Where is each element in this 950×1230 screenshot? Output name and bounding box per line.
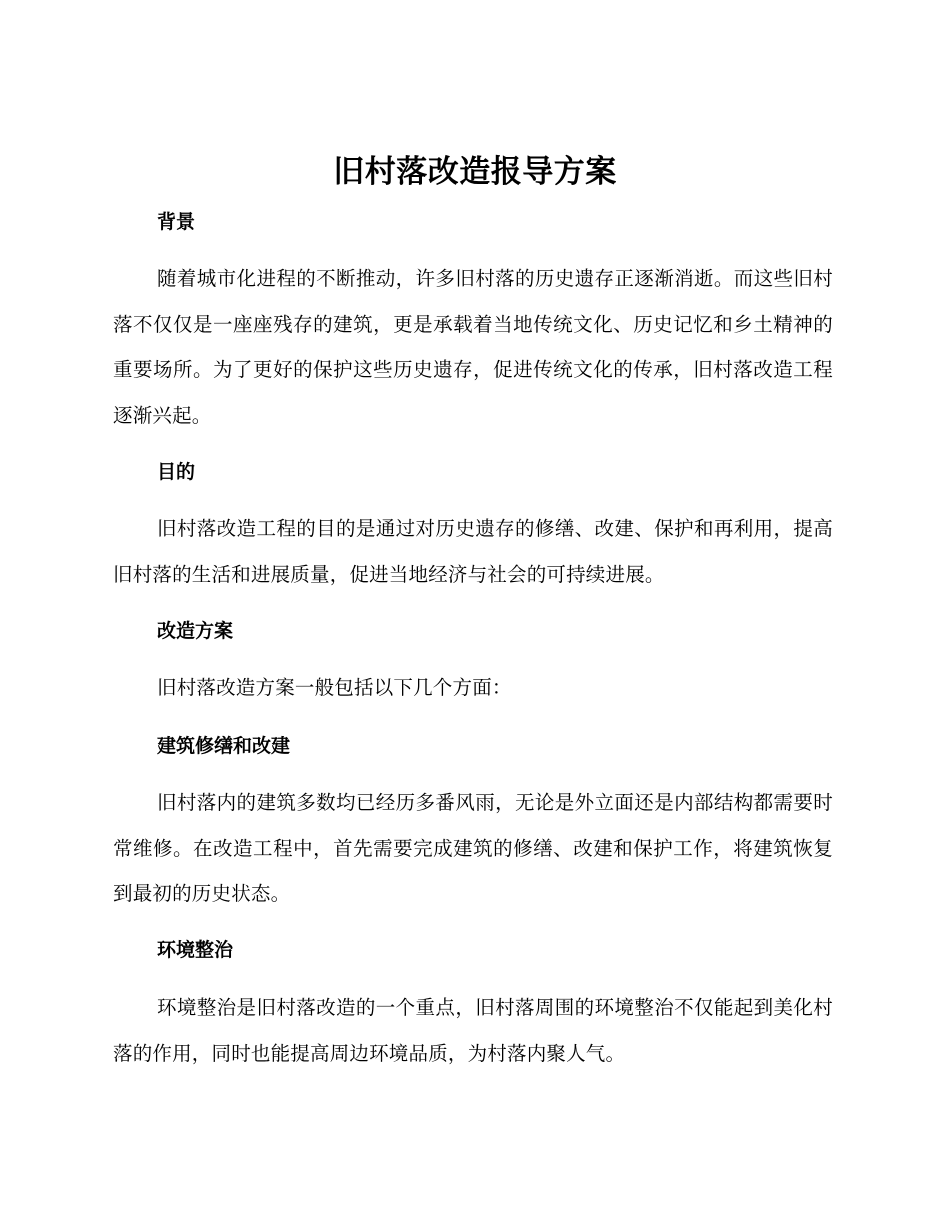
section-heading-background: 背景	[157, 211, 196, 233]
section-text-building: 旧村落内的建筑多数均已经历多番风雨，无论是外立面还是内部结构都需要时常维修。在改造工程中，首先需要完成建筑的修缮、改建和保护工作，将建筑恢复到最初的历史状态。	[113, 791, 833, 905]
section-text-background: 随着城市化进程的不断推动，许多旧村落的历史遗存正逐渐消逝。而这些旧村落不仅仅是一座座残存的建筑，更是承载着当地传统文化、历史记忆和乡土精神的重要场所。为了更好的保护这些历史遗存，促进传统文化的传承，旧村落改造工程逐渐兴起。	[113, 267, 833, 427]
section-heading-purpose: 目的	[157, 461, 196, 483]
document-title: 旧村落改造报导方案	[333, 154, 617, 190]
section-heading-building: 建筑修缮和改建	[157, 735, 291, 757]
section-heading-environment: 环境整治	[157, 939, 234, 961]
section-heading-plan: 改造方案	[157, 620, 234, 642]
section-text-environment: 环境整治是旧村落改造的一个重点，旧村落周围的环境整治不仅能起到美化村落的作用，同时也能提高周边环境品质，为村落内聚人气。	[113, 996, 833, 1065]
section-text-purpose: 旧村落改造工程的目的是通过对历史遗存的修缮、改建、保护和再利用，提高旧村落的生活和进展质量，促进当地经济与社会的可持续进展。	[113, 517, 833, 586]
section-text-plan: 旧村落改造方案一般包括以下几个方面：	[157, 676, 512, 699]
